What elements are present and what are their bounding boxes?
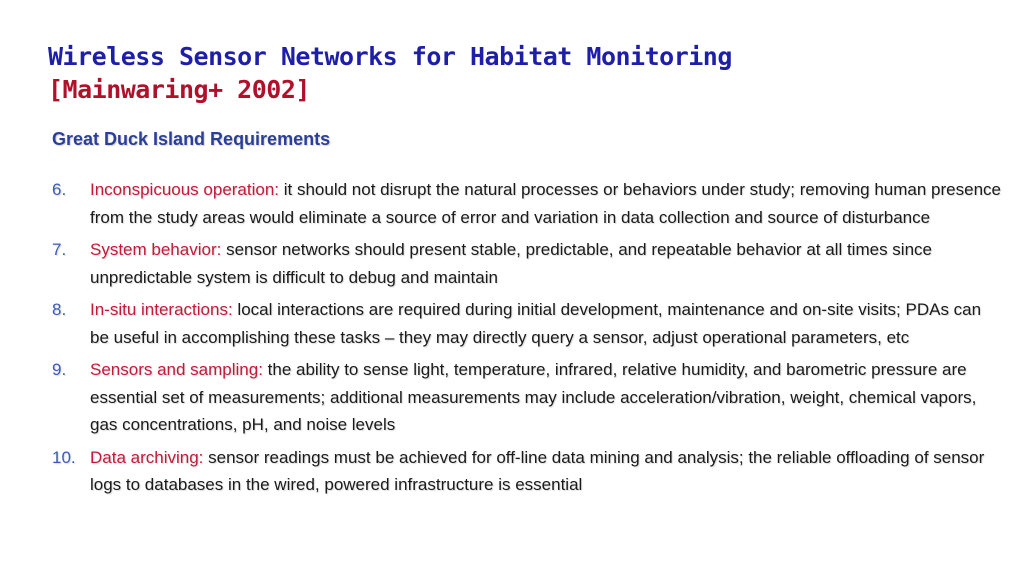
requirement-number: 6. <box>52 180 67 199</box>
requirement-heading: System behavior: <box>90 240 222 259</box>
slide-subtitle: Great Duck Island Requirements <box>52 129 331 149</box>
slide-title <box>48 40 732 106</box>
requirement-item-7 <box>52 236 1002 291</box>
requirement-number: 9. <box>52 360 67 379</box>
requirement-number: 7. <box>52 240 67 259</box>
requirement-heading: Inconspicuous operation: <box>90 180 280 199</box>
requirement-number: 8. <box>52 300 67 319</box>
slide-title-citation: [Mainwaring+ 2002] <box>48 75 310 104</box>
requirement-heading: Sensors and sampling: <box>90 360 263 379</box>
requirement-text: the ability to sense light, temperature, infrared, relative humidity, and barometric pressure are essential set of measurements; additional measurements may include acceleration/vibration, weight, chemical vapors, gas concentrations, pH, and noise levels <box>90 360 977 434</box>
requirement-item-8 <box>52 296 1002 351</box>
requirement-item-9 <box>52 356 1002 439</box>
requirement-text: local interactions are required during initial development, maintenance and on-site visits; PDAs can be useful in accomplishing these tasks – they may directly query a sensor, adjust operational parameters, etc <box>90 300 982 347</box>
requirement-number: 10. <box>52 447 76 467</box>
requirement-text: it should not disrupt the natural processes or behaviors under study; removing human presence from the study areas would eliminate a source of error and variation in data collection and source of disturbance <box>90 180 1001 227</box>
requirement-heading: Data archiving: <box>90 447 204 467</box>
requirement-item-10 <box>52 444 1002 499</box>
requirement-heading: In-situ interactions: <box>90 300 233 319</box>
requirements-list <box>52 176 1002 504</box>
requirement-text: sensor readings must be achieved for off-line data mining and analysis; the reliable offloading of sensor logs to databases in the wired, powered infrastructure is essential <box>90 447 985 494</box>
requirement-text: sensor networks should present stable, predictable, and repeatable behavior at all times since unpredictable system is difficult to debug and maintain <box>90 240 932 287</box>
slide-title-line1: Wireless Sensor Networks for Habitat Monitoring <box>48 42 732 71</box>
requirement-item-6 <box>52 176 1002 231</box>
